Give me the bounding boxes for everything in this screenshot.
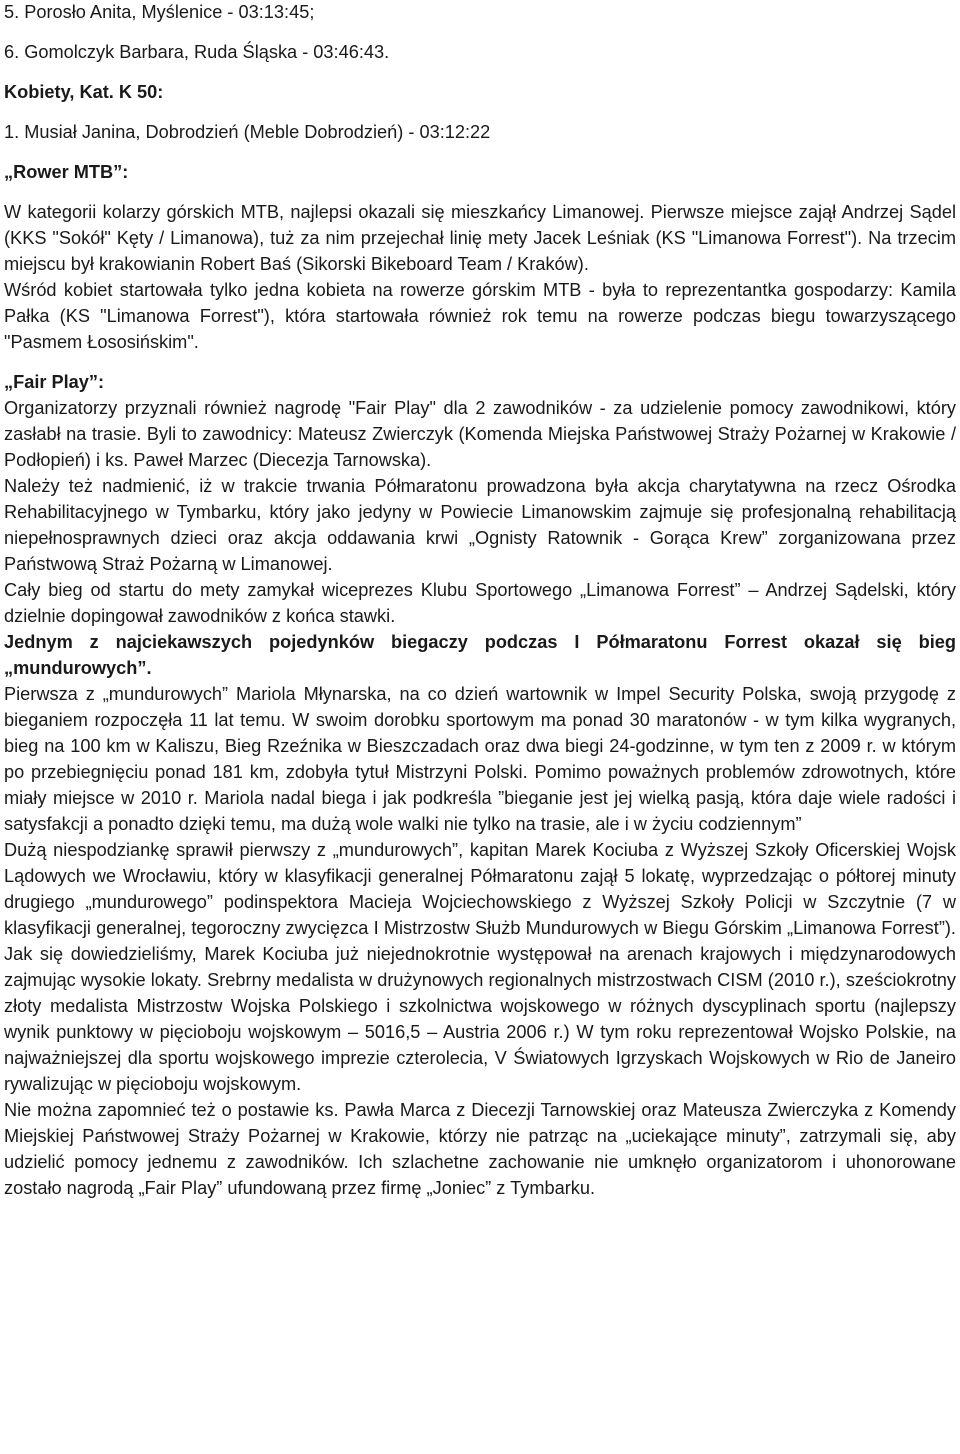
women-k50-heading: Kobiety, Kat. K 50:: [4, 82, 164, 102]
charity-paragraph: Należy też nadmienić, iż w trakcie trwania Półmaratonu prowadzona była akcja charytatywna na rzecz Ośrodka Rehabilitacyjnego w Tymbarku, który jako jedyny w Powiecie Limanowskim zajmuje się profesjonalną rehabilitacją niepełnosprawnych dzieci oraz akcja oddawania krwi „Ognisty Ratownik - Gorąca Krew” zorganizowana przez Państwową Straż Pożarną w Limanowej.: [4, 476, 956, 574]
closing-rider-paragraph: Cały bieg od startu do mety zamykał wiceprezes Klubu Sportowego „Limanowa Forrest” – Andrzej Sądelski, który dzielnie dopingował zawodników z końca stawki.: [4, 580, 956, 626]
mtb-heading: „Rower MTB”:: [4, 162, 129, 182]
women-k50-result-1: 1. Musiał Janina, Dobrodzień (Meble Dobrodzień) - 03:12:22: [4, 122, 491, 142]
mtb-paragraph-2: Wśród kobiet startowała tylko jedna kobieta na rowerze górskim MTB - była to reprezentantka gospodarzy: Kamila Pałka (KS "Limanowa Forrest"), która startowała również rok temu na rowerze podczas biegu towarzyszącego "Pasmem Łososińskim".: [4, 280, 956, 352]
uniformed-paragraph-2: Dużą niespodziankę sprawił pierwszy z „mundurowych”, kapitan Marek Kociuba z Wyższej Szkoły Oficerskiej Wojsk Lądowych we Wrocławiu, który w klasyfikacji generalnej Półmaratonu zajął 5 lokatę, wyprzedzając o półtorej minuty drugiego „mundurowego” podinspektora Macieja Wojciechowskiego z Wyższej Szkoły Policji w Szczytnie (7 w klasyfikacji generalnej, tegoroczny zwycięzca I Mistrzostw Służb Mundurowych w Biegu Górskim „Limanowa Forrest”). Jak się dowiedzieliśmy, Marek Kociuba już niejednokrotnie występował na arenach krajowych i międzynarodowych zajmując wysokie lokaty. Srebrny medalista w drużynowych regionalnych mistrzostwach CISM (2010 r.), sześciokrotny złoty medalista Mistrzostw Wojska Polskiego i szkolnictwa wojskowego w różnych dyscyplinach sportu (najlepszy wynik punktowy w pięcioboju wojskowym – 5016,5 – Austria 2006 r.) W tym roku reprezentował Wojsko Polskie, na najważniejszej dla sportu wojskowego imprezie czterolecia, V Światowych Igrzyskach Wojskowych w Rio de Janeiro rywalizując w pięcioboju wojskowym.: [4, 840, 956, 1094]
fair-play-paragraph-1: Organizatorzy przyznali również nagrodę "Fair Play" dla 2 zawodników - za udzielenie pomocy zawodnikowi, który zasłabł na trasie. Byli to zawodnicy: Mateusz Zwierczyk (Komenda Miejska Państwowej Straży Pożarnej w Krakowie / Podłopień) i ks. Paweł Marzec (Diecezja Tarnowska).: [4, 398, 956, 470]
document-page: [4, 0, 956, 1201]
result-line-6: 6. Gomolczyk Barbara, Ruda Śląska - 03:46:43.: [4, 42, 390, 62]
uniformed-heading: Jednym z najciekawszych pojedynków biegaczy podczas I Półmaratonu Forrest okazał się bieg „mundurowych”.: [4, 632, 956, 678]
uniformed-paragraph-1: Pierwsza z „mundurowych” Mariola Młynarska, na co dzień wartownik w Impel Security Polska, swoją przygodę z bieganiem rozpoczęła 11 lat temu. W swoim dorobku sportowym ma ponad 30 maratonów - w tym kilka wygranych, bieg na 100 km w Kaliszu, Bieg Rzeźnika w Bieszczadach oraz dwa biegi 24-godzinne, w tym ten z 2009 r. w którym po przebiegnięciu ponad 181 km, zdobyła tytuł Mistrzyni Polski. Pomimo poważnych problemów zdrowotnych, które miały miejsce w 2010 r. Mariola nadal biega i jak podkreśla ”bieganie jest jej wielką pasją, która daje wiele radości i satysfakcji a ponadto dzięki temu, ma dużą wole walki nie tylko na trasie, ale i w życiu codziennym”: [4, 684, 956, 834]
result-line-5: 5. Porosło Anita, Myślenice - 03:13:45;: [4, 2, 315, 22]
uniformed-paragraph-3: Nie można zapomnieć też o postawie ks. Pawła Marca z Diecezji Tarnowskiej oraz Mateusza Zwierczyka z Komendy Miejskiej Państwowej Straży Pożarnej w Krakowie, którzy nie patrząc na „uciekające minuty”, zatrzymali się, aby udzielić pomocy jednemu z zawodników. Ich szlachetne zachowanie nie umknęło organizatorom i uhonorowane zostało nagrodą „Fair Play” ufundowaną przez firmę „Joniec” z Tymbarku.: [4, 1100, 956, 1198]
fair-play-heading: „Fair Play”:: [4, 372, 105, 392]
mtb-paragraph-1: W kategorii kolarzy górskich MTB, najlepsi okazali się mieszkańcy Limanowej. Pierwsze miejsce zajął Andrzej Sądel (KKS "Sokół" Kęty / Limanowa), tuż za nim przejechał linię mety Jacek Leśniak (KS "Limanowa Forrest"). Na trzecim miejscu był krakowianin Robert Baś (Sikorski Bikeboard Team / Kraków).: [4, 202, 956, 274]
